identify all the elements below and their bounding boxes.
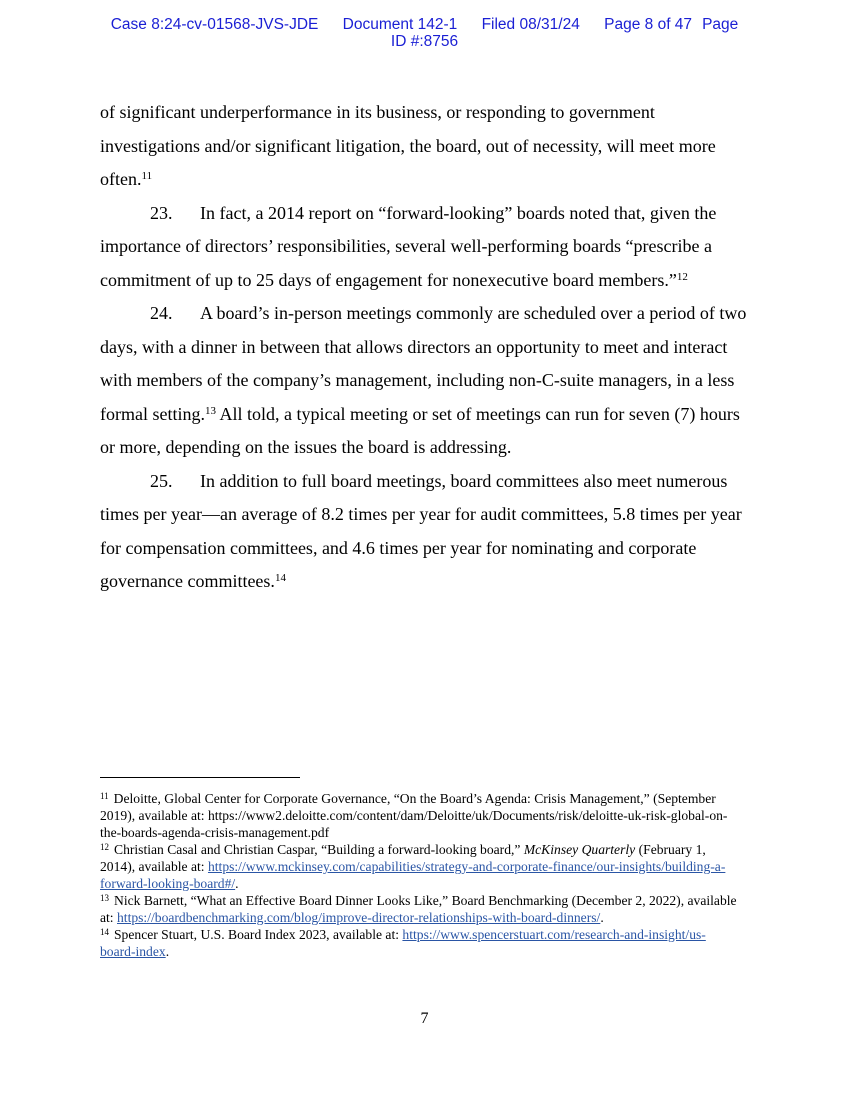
footnote-11: $^{11}$ Deloitte, Global Center for Corporate Governance, “On the Board’s Agenda: Crisis Management,” (September 2019), available at: https://www2.deloitte.com/content/dam/Deloitte/uk/Documents/risk/deloitte-uk-risk-global-on-the-boards-agenda-crisis-management.pdf	[100, 791, 728, 840]
footnote-14: $^{14}$ Spencer Stuart, U.S. Board Index 2023, available at: https://www.spencerstuart.com/research-and-insight/us-board-index.	[100, 927, 706, 959]
paragraph-24: 24. A board’s in-person meetings commonly are scheduled over a period of two days, with a dinner in between that allows directors an opportunity to meet and interact with members of the company’s management, including non-C-suite managers, in a less formal setting.$^{13}$ All told, a typical meeting or set of meetings can run for seven (7) hours or more, depending on the issues the board is addressing.	[100, 297, 750, 465]
footnotes	[100, 790, 740, 960]
case-header	[0, 16, 849, 50]
page-number: 7	[420, 1010, 429, 1027]
footnote-12: $^{12}$ Christian Casal and Christian Caspar, “Building a forward-looking board,” McKinsey Quarterly (February 1, 2014), available at: https://www.mckinsey.com/capabilities/strategy-and-corporate-finance/our-insights/building-a-forward-looking-board#/.	[100, 842, 726, 891]
paragraph-number: 24.	[150, 303, 173, 323]
document-number: Document 142-1	[342, 16, 458, 33]
footnote-14-link[interactable]: https://www.spencerstuart.com/research-and-insight/us-board-index	[100, 927, 706, 959]
paragraph-number: 23.	[150, 202, 173, 223]
footnote-ref-12[interactable]: 12	[676, 270, 688, 283]
page-count: Page 8 of 47	[604, 16, 693, 33]
footnote-ref-14[interactable]: 14	[274, 572, 286, 584]
paragraph-23: 23. In fact, a 2014 report on “forward-looking” boards noted that, given the importance of directors’ responsibilities, several well-performing boards “prescribe a commitment of up to 25 days of engagement for nonexecutive board members.”$^{12}$	[100, 197, 750, 298]
page-id-label: Page	[702, 16, 739, 33]
paragraph-25: 25. In addition to full board meetings, board committees also meet numerous times per year—an average of 8.2 times per year for audit committees, 5.8 times per year for compensation committees, and 4.6 times per year for nominating and corporate governance committees.$^{14}$	[100, 465, 750, 599]
footnote-13-link[interactable]: https://boardbenchmarking.com/blog/improve-director-relationships-with-board-dinners/	[117, 910, 601, 925]
footnote-ref-13[interactable]: 13	[204, 404, 216, 417]
paragraph-number: 25.	[150, 470, 173, 491]
footnote-separator	[100, 777, 300, 778]
footnote-12-link[interactable]: https://www.mckinsey.com/capabilities/strategy-and-corporate-finance/our-insights/building-a-forward-looking-board#/	[100, 859, 726, 891]
body-text	[100, 96, 750, 599]
footnote-13: $^{13}$ Nick Barnett, “What an Effective Board Dinner Looks Like,” Board Benchmarking (December 2, 2022), available at: https://boardbenchmarking.com/blog/improve-director-relationships-with-board-dinners/.	[100, 893, 737, 925]
page-id: ID #:8756	[390, 33, 459, 50]
filed-date: Filed 08/31/24	[481, 16, 580, 33]
footnote-ref-11[interactable]: 11	[141, 170, 153, 182]
case-number: Case 8:24-cv-01568-JVS-JDE	[110, 16, 319, 33]
paragraph-continued: of significant underperformance in its business, or responding to government investigations and/or significant litigation, the board, out of necessity, will meet more often.$^{11}$	[100, 102, 716, 189]
